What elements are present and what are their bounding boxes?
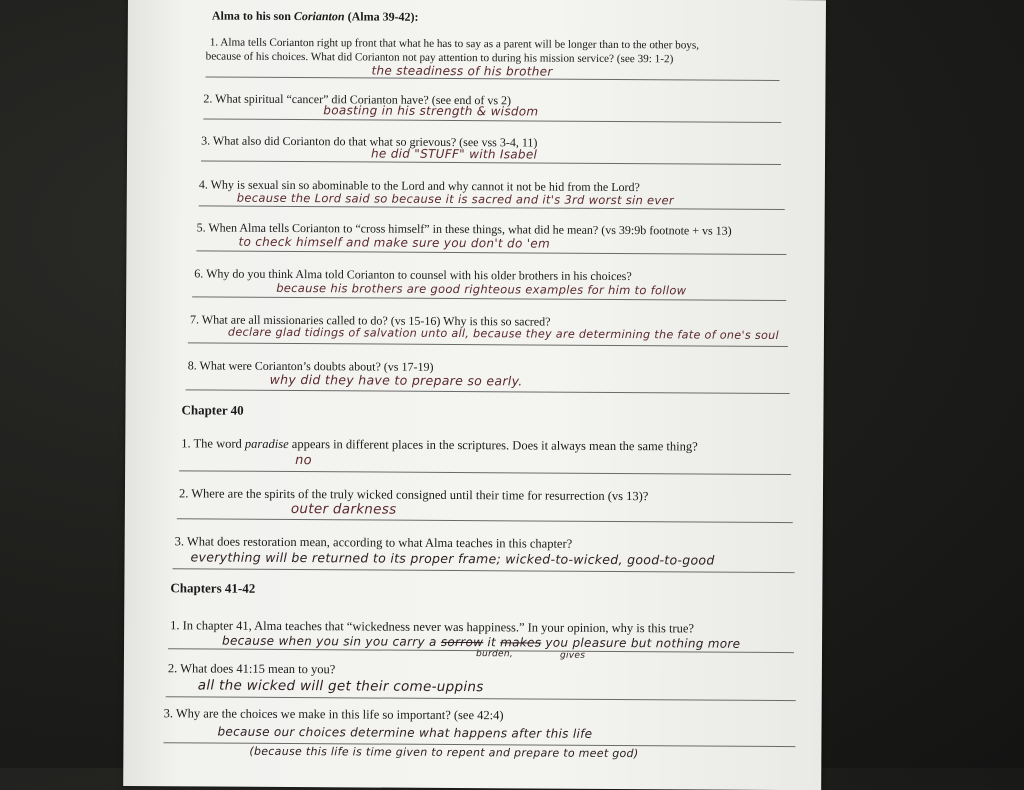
question-1-line-2: because of his choices. What did Corianton not pay attention to during his mission service? (see 39: 1-2) [205,50,674,66]
worksheet-page [123,0,826,790]
chapters-41-42-question-2: 2. What does 41:15 mean to you? [167,661,336,677]
ch41-answer-part-b: it [487,635,497,650]
chapters-41-42-answer-3-continued: (because this life is time given to repent and prepare to meet god) [249,744,639,761]
answer-5: to check himself and make sure you don't do 'em [238,234,551,251]
chapters-41-42-answer-3: because our choices determine what happens after this life [217,724,593,741]
ch41-answer-struck-word-2: makes [500,635,542,650]
question-5: 5. When Alma tells Corianton to “cross himself” in these things, what did he mean? (vs 39:9b footnote + vs 13) [196,220,732,238]
chapter-40-answer-line-1 [179,470,791,475]
ch41-answer-part-c: you pleasure but nothing more [545,635,741,651]
answer-line-7 [188,342,788,347]
question-8: 8. What were Corianton’s doubts about? (vs 17-19) [187,358,434,374]
answer-7: declare glad tidings of salvation unto all, because they are determining the fate of one's soul [227,325,779,342]
question-3: 3. What also did Corianton do that what so grievous? (see vss 3-4, 11) [201,133,538,150]
ch40-q1-text-b: appears in different places in the scriptures. Does it always mean the same thing? [288,436,698,454]
ch40-q1-emphasis: paradise [244,436,289,451]
answer-line-6 [192,296,786,301]
chapters-41-42-answer-line-2 [166,696,796,701]
chapter-40-heading: Chapter 40 [181,402,244,418]
chapters-41-42-answer-2: all the wicked will get their come-uppins [197,677,484,696]
chapter-40-answer-3: everything will be returned to its proper frame; wicked-to-wicked, good-to-good [190,549,715,568]
chapter-40-question-2: 2. Where are the spirits of the truly wicked consigned until their time for resurrection (vs 13)? [178,486,649,504]
title-prefix: Alma to his son [211,8,294,24]
answer-8: why did they have to prepare so early. [269,371,523,389]
worksheet-title [212,9,419,25]
ch40-q1-text-a: 1. The word [181,436,245,451]
ch41-answer-insert-gives: gives [559,650,586,661]
title-suffix: (Alma 39-42): [344,9,419,24]
answer-line-2 [203,118,781,123]
ch41-answer-struck-word: sorrow [440,634,484,650]
question-7: 7. What are all missionaries called to do? (vs 15-16) Why is this so sacred? [189,312,551,329]
chapter-40-answer-2: outer darkness [290,501,397,518]
chapter-40-answer-line-3 [172,568,794,573]
chapter-40-question-3: 3. What does restoration mean, according to what Alma teaches in this chapter? [174,534,573,551]
question-1-line-1: 1. Alma tells Corianton right up front that what he has to say as a parent will be longer than to the other boys, [209,36,700,52]
question-4: 4. Why is sexual sin so abominable to the Lord and why cannot it not be hid from the Lord? [198,177,640,195]
chapters-41-42-question-3: 3. Why are the choices we make in this life so important? (see 42:4) [163,706,504,723]
answer-4: because the Lord said so because it is sacred and it's 3rd worst sin ever [236,190,675,208]
answer-1: the steadiness of his brother [371,63,553,79]
answer-6: because his brothers are good righteous examples for him to follow [276,280,687,298]
question-2: 2. What spiritual “cancer” did Corianton have? (see end of vs 2) [203,91,512,108]
answer-3: he did "STUFF" with Isabel [370,146,538,162]
chapters-41-42-heading: Chapters 41-42 [170,580,256,596]
title-name: Corianton [293,9,345,24]
answer-line-5 [196,250,786,255]
ch41-answer-insert-burden: burden, [475,649,514,660]
answer-line-8 [186,389,790,394]
chapters-41-42-question-1: 1. In chapter 41, Alma teaches that “wickedness never was happiness.” In your opinion, why is this true? [170,618,695,636]
chapter-40-answer-line-2 [177,518,793,523]
chapter-40-answer-1: no [295,453,313,469]
chapter-40-question-1 [181,436,698,454]
question-6: 6. Why do you think Alma told Corianton to counsel with his older brothers in his choices? [194,266,632,284]
answer-2: boasting in his strength & wisdom [323,103,539,119]
ch41-answer-part-a: because when you sin you carry a [222,633,437,649]
